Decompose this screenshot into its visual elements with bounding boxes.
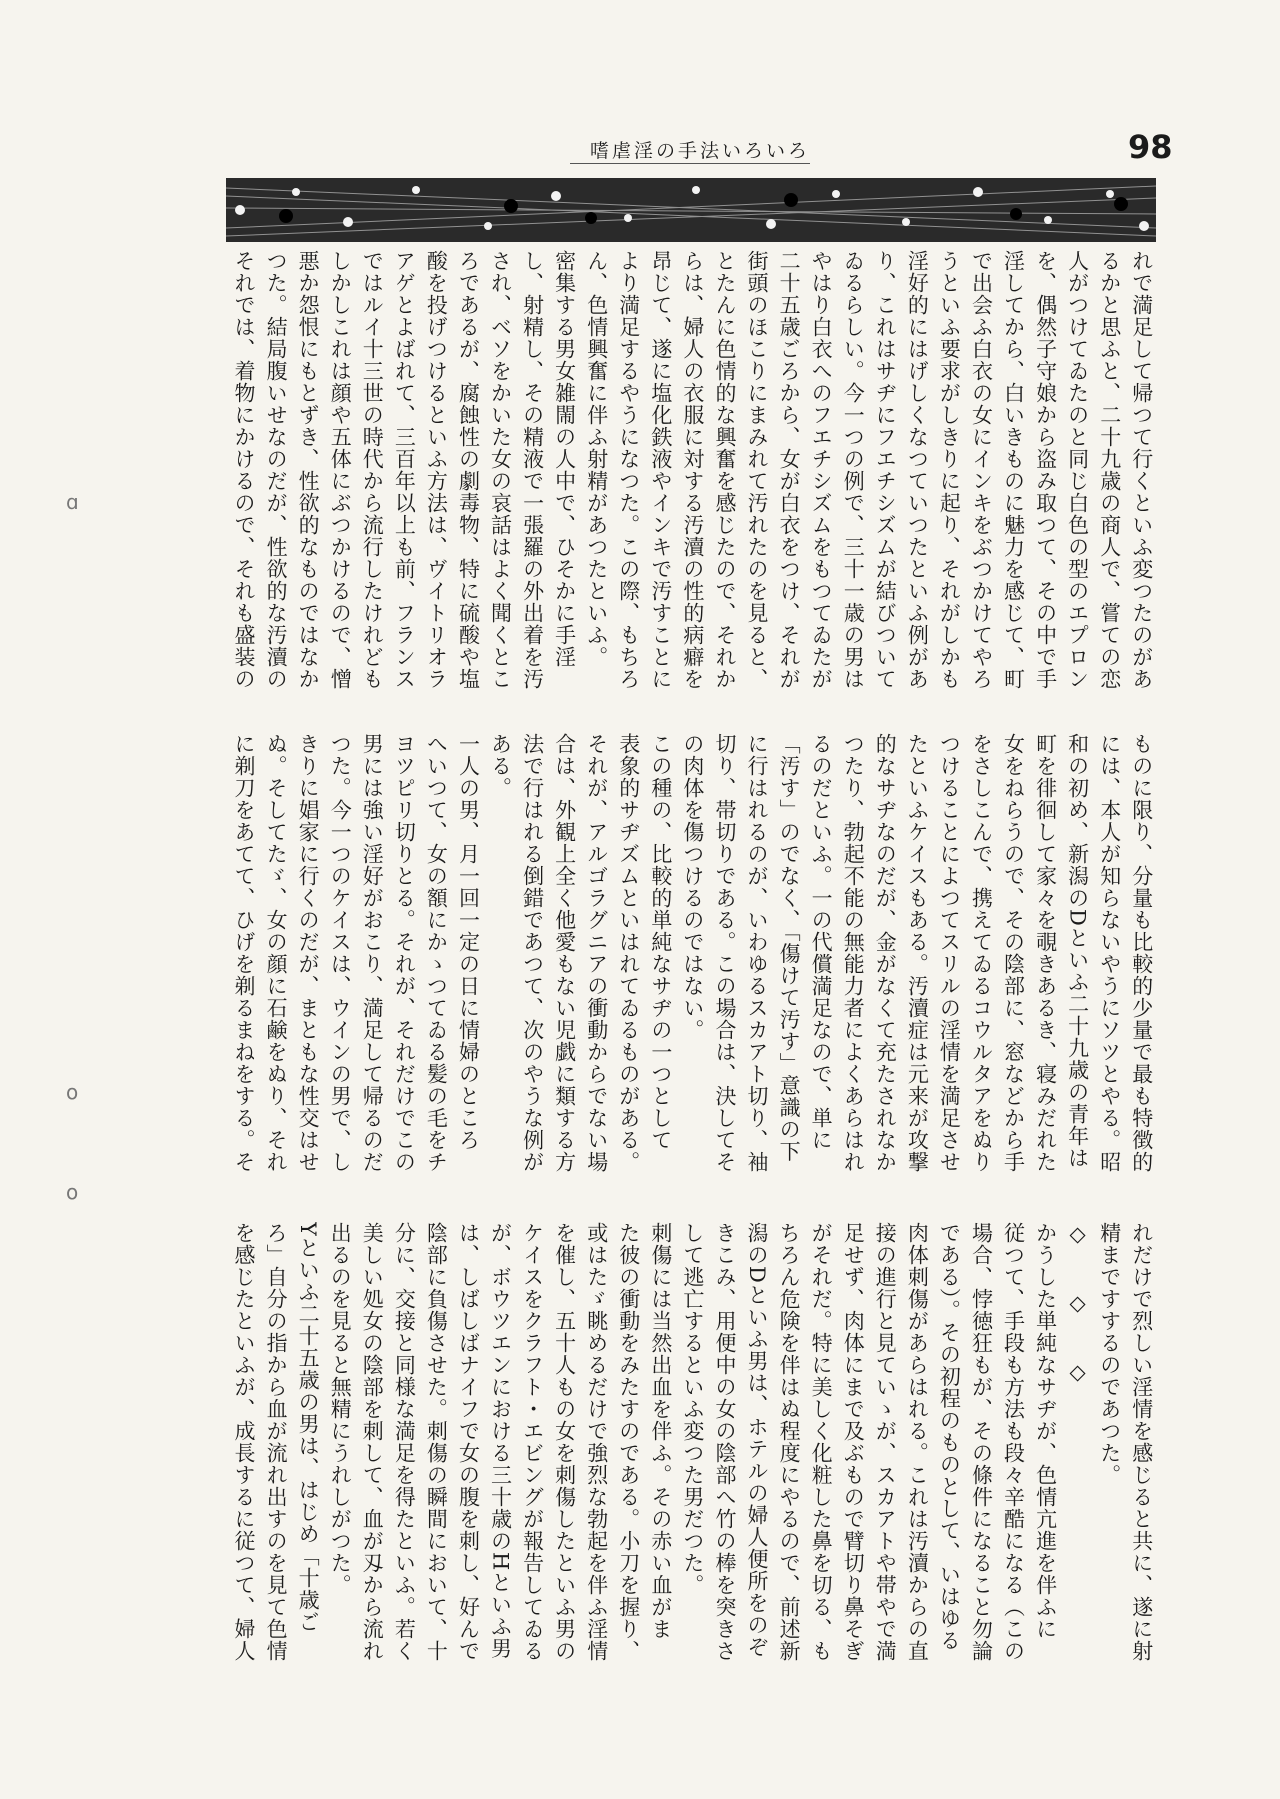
text-column: つた。結局腹いせなのだが、性欲的な汚瀆の <box>264 250 289 690</box>
text-column: 合は、外観上全く他愛もない児戯に類する方 <box>552 733 577 1173</box>
text-column: をさしこんで、携えてゐるコウルタアをぬり <box>969 733 994 1173</box>
text-column: この種の、比較的単純なサヂの一つとして <box>648 733 673 1151</box>
text-column: ある。 <box>488 733 513 799</box>
text-column: ではルイ十三世の時代から流行したけれども <box>360 250 385 690</box>
text-column: それが、アルゴラグニアの衝動からでない場 <box>584 733 609 1173</box>
text-column: 接の進行と見ていゝが、スカアトや帯やで満 <box>873 1222 898 1662</box>
text-column: かうした単純なサヂが、色情亢進を伴ふに <box>1033 1222 1058 1640</box>
running-head: 嗜虐淫の手法いろいろ <box>590 140 811 162</box>
text-column: 和の初め、新潟のDといふ二十九歳の青年は <box>1065 733 1090 1169</box>
text-column: へいつて、女の額にかゝつてゐる髪の毛をチ <box>424 733 449 1173</box>
text-column: り、これはサヂにフエチシズムが結びついて <box>873 250 898 690</box>
text-column: ◇ ◇ ◇ <box>1065 1222 1090 1385</box>
decorative-banner <box>226 178 1156 242</box>
text-column: 刺傷には当然出血を伴ふ。その赤い血がま <box>648 1222 673 1640</box>
text-column: 街頭のほこりにまみれて汚れたのを見ると、 <box>745 250 769 690</box>
text-column: それでは、着物にかけるので、それも盛装の <box>232 250 256 690</box>
text-column: 悪か怨恨にもとずき、性欲的なものではなか <box>296 250 321 690</box>
text-column: るのだといふ。一の代償満足なので、単に <box>809 733 834 1151</box>
text-column: を感じたといふが、成長するに従つて、婦人 <box>232 1222 256 1662</box>
text-column: 表象的サヂズムといはれてゐるものがある。 <box>616 733 641 1173</box>
text-column: 足せず、肉体にまで及ぶもので臂切り鼻そぎ <box>841 1222 866 1662</box>
text-column: た彼の衝動をみたすのである。小刀を握り、 <box>616 1222 641 1662</box>
header-rule <box>570 163 810 164</box>
text-column: うといふ要求がしきりに起り、それがしかも <box>937 250 962 690</box>
text-column: たといふケイスもある。汚瀆症は元来が攻撃 <box>905 733 930 1173</box>
text-column: に剃刀をあてて、ひげを剃るまねをする。そ <box>232 733 256 1173</box>
text-column: ん、色情興奮に伴ふ射精があつたといふ。 <box>584 250 609 668</box>
text-column: やはり白衣へのフエチシズムをもつてゐたが <box>809 250 834 690</box>
text-column: ろ」自分の指から血が流れ出すのを見て色情 <box>264 1222 289 1662</box>
text-column: がそれだ。特に美しく化粧した鼻を切る、も <box>809 1222 834 1662</box>
text-column: され、ベソをかいた女の哀話はよく聞くとこ <box>488 250 513 690</box>
text-column: 二十五歳ごろから、女が白衣をつけ、それが <box>777 250 802 690</box>
text-column: の肉体を傷つけるのではない。 <box>680 733 705 1041</box>
text-column: を催し、五十人もの女を刺傷したといふ男の <box>552 1222 577 1662</box>
lower-text-tier <box>228 1222 1158 1692</box>
text-column: 肉体刺傷があらはれる。これは汚瀆からの直 <box>905 1222 930 1662</box>
text-column: で出会ふ白衣の女にインキをぶつかけてやろ <box>969 250 994 690</box>
text-column: 切り、帯切りである。この場合は、決してそ <box>712 733 737 1173</box>
text-column: れで満足して帰つて行くといふ変つたのがあ <box>1129 250 1154 690</box>
margin-mark: ɑ <box>66 490 79 514</box>
margin-mark: ο <box>66 1080 79 1104</box>
text-column: つた。今一つのケイスは、ウインの男で、し <box>328 733 353 1173</box>
text-column: 一人の男、月一回一定の日に情婦のところ <box>456 733 481 1151</box>
text-column: に行はれるのが、いわゆるスカアト切り、袖 <box>745 733 769 1173</box>
text-column: 潟のDといふ男は、ホテルの婦人便所をのぞ <box>745 1222 769 1658</box>
text-column: より満足するやうになつた。この際、もちろ <box>616 250 641 690</box>
text-column: とたんに色情的な興奮を感じたので、それか <box>712 250 737 690</box>
text-column: は、しばしばナイフで女の腹を刺し、好んで <box>456 1222 481 1662</box>
text-column: 昂じて、遂に塩化鉄液やインキで汚すことに <box>648 250 673 690</box>
text-column: 酸を投げつけるといふ方法は、ヴイトリオラ <box>424 250 449 690</box>
text-column: きりに娼家に行くのだが、まともな性交はせ <box>296 733 321 1173</box>
text-column: るかと思ふと、二十九歳の商人で、嘗ての恋 <box>1097 250 1122 690</box>
text-column: ヨツピリ切りとる。それが、それだけでこの <box>392 733 417 1173</box>
page-number: 98 <box>1128 128 1173 166</box>
text-column: ちろん危険を伴はぬ程度にやるので、前述新 <box>777 1222 802 1662</box>
text-column: 淫してから、白いきものに魅力を感じて、町 <box>1001 250 1026 690</box>
text-column: らは、婦人の衣服に対する汚瀆の性的病癖を <box>680 250 705 690</box>
text-column: きこみ、用便中の女の陰部へ竹の棒を突きさ <box>712 1222 737 1662</box>
text-column: 従つて、手段も方法も段々辛酷になる（この <box>1001 1222 1026 1662</box>
margin-mark: ο <box>66 1180 79 1204</box>
text-column: 的なサヂなのだが、金がなくて充たされなか <box>873 733 898 1173</box>
text-column: ケイスをクラフト・エビングが報告してゐる <box>520 1222 545 1662</box>
text-column: が、ボウツエンにおける三十歳のHといふ男 <box>488 1222 513 1660</box>
text-column: ものに限り、分量も比較的少量で最も特徴的 <box>1129 733 1154 1173</box>
text-column: 町を徘徊して家々を覗きあるき、寝みだれた <box>1033 733 1058 1173</box>
text-column: 或はたゞ眺めるだけで強烈な勃起を伴ふ淫情 <box>584 1222 609 1662</box>
text-column: 場合、悖徳狂もが、その條件になること勿論 <box>969 1222 994 1662</box>
text-column: を、偶然子守娘から盗み取つて、その中で手 <box>1033 250 1058 690</box>
text-column: ろであるが、腐蝕性の劇毒物、特に硫酸や塩 <box>456 250 481 690</box>
text-column: ぬ。そしてたゞ、女の顔に石鹸をぬり、それ <box>264 733 289 1173</box>
text-column: 密集する男女雑閙の人中で、ひそかに手淫 <box>552 250 577 668</box>
text-column: しかしこれは顔や五体にぶつかけるので、憎 <box>328 250 353 690</box>
text-column: アゲとよばれて、三百年以上も前、フランス <box>392 250 417 690</box>
text-column: つたり、勃起不能の無能力者によくあらはれ <box>841 733 866 1173</box>
text-column: 女をねらうので、その陰部に、窓などから手 <box>1001 733 1026 1173</box>
text-column: し、射精し、その精液で一張羅の外出着を汚 <box>520 250 545 690</box>
text-column: 人がつけてゐたのと同じ白色の型のエプロン <box>1065 250 1090 690</box>
text-column: 淫好的にはげしくなつていつたといふ例があ <box>905 250 930 690</box>
text-column: 陰部に負傷させた。刺傷の瞬間において、十 <box>424 1222 449 1662</box>
middle-text-tier <box>228 733 1158 1203</box>
upper-text-tier <box>228 250 1158 710</box>
text-column: 法で行はれる倒錯であつて、次のやうな例が <box>520 733 545 1173</box>
text-column: である）。その初程のものとして、いはゆる <box>937 1222 962 1652</box>
text-column: 出るのを見ると無精にうれしがつた。 <box>328 1222 353 1596</box>
text-column: 精まですするのであつた。 <box>1097 1222 1122 1486</box>
text-column: には、本人が知らないやうにソツとやる。昭 <box>1097 733 1122 1173</box>
text-column: ゐるらしい。今一つの例で、三十一歳の男は <box>841 250 866 690</box>
text-column: して逃亡するといふ変つた男だつた。 <box>680 1222 705 1596</box>
text-column: つけることによつてスリルの淫情を満足させ <box>937 733 962 1173</box>
text-column: 美しい処女の陰部を刺して、血が刄から流れ <box>360 1222 385 1662</box>
text-column: 男には強い淫好がおこり、満足して帰るのだ <box>360 733 385 1173</box>
text-column: れだけで烈しい淫情を感じると共に、遂に射 <box>1129 1222 1154 1662</box>
text-column: Yといふ二十五歳の男は、はじめ「十歳ご <box>296 1222 321 1633</box>
text-column: 「汚す」のでなく、「傷けて汚す」意識の下 <box>777 733 802 1163</box>
text-column: 分に、交接と同様な満足を得たといふ。若く <box>392 1222 417 1662</box>
